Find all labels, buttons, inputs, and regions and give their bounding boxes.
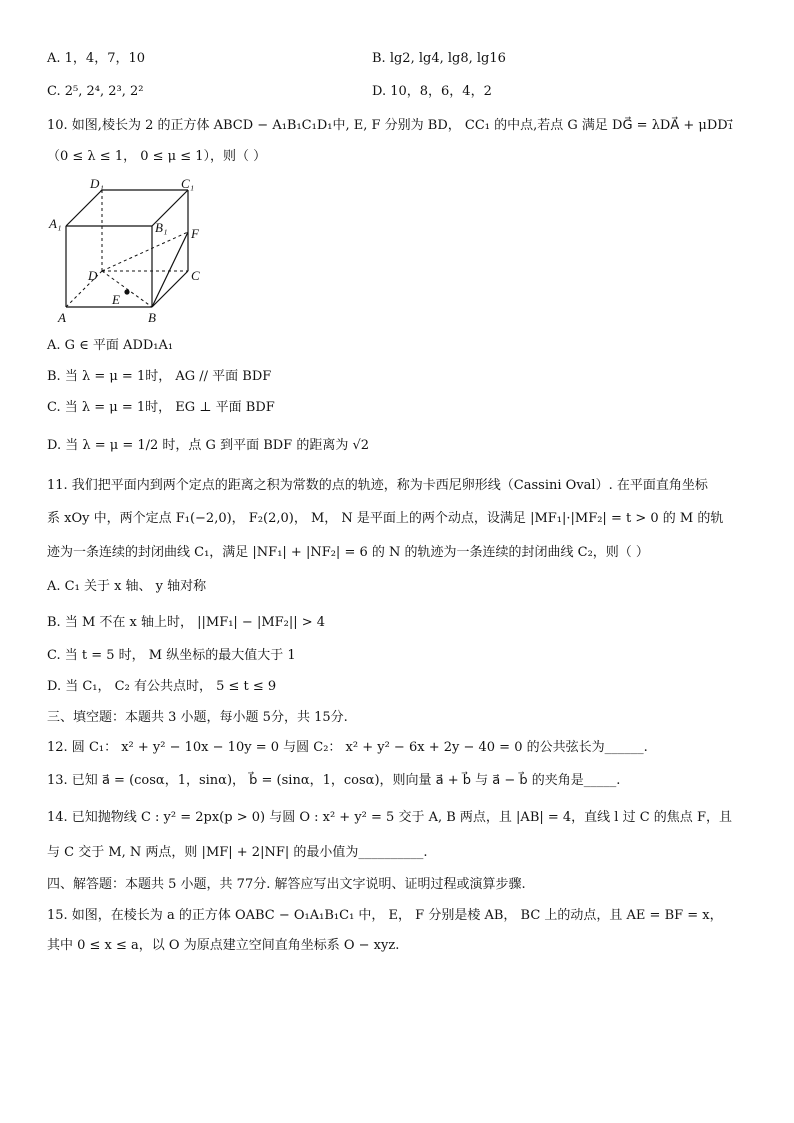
q15-line1: 15. 如图，在棱长为 a 的正方体 OABC − O₁A₁B₁C₁ 中， E， F 分别是棱 AB， BC 上的动点，且 AE = BF = x， bbox=[47, 908, 723, 923]
q10-stem-line1: 10. 如图,棱长为 2 的正方体 ABCD − A₁B₁C₁D₁中, E, F 分别为 BD， CC₁ 的中点,若点 G 满足 DG⃗ = λDA⃗ + μDD₁⃗ bbox=[47, 118, 733, 133]
label-d1: D₁ bbox=[90, 176, 104, 191]
label-e: E bbox=[112, 292, 120, 307]
q10-option-d: D. 当 λ = μ = 1/2 时，点 G 到平面 BDF 的距离为 √2 bbox=[47, 438, 370, 453]
segment-bf bbox=[152, 232, 188, 307]
q14-line1: 14. 已知抛物线 C : y² = 2px(p > 0) 与圆 O : x² + y² = 5 交于 A, B 两点，且 |AB| = 4，直线 l 过 C 的焦点 F，且 bbox=[47, 810, 732, 825]
section-3-heading: 三、填空题：本题共 3 小题，每小题 5分，共 15分. bbox=[47, 710, 348, 725]
segment-df-hidden bbox=[102, 232, 188, 271]
edge-a1d1 bbox=[66, 190, 102, 226]
q10-option-c: C. 当 λ = μ = 1时， EG ⊥ 平面 BDF bbox=[47, 400, 275, 415]
label-a: A bbox=[58, 310, 66, 325]
q11-stem-line1: 11. 我们把平面内到两个定点的距离之积为常数的点的轨迹，称为卡西尼卵形线（Cassini Oval）. 在平面直角坐标 bbox=[47, 478, 708, 493]
q9-option-c: C. 2⁵, 2⁴, 2³, 2² bbox=[47, 84, 144, 99]
segment-db-hidden bbox=[102, 271, 152, 307]
q9-option-a: A. 1，4，7，10 bbox=[47, 51, 146, 66]
label-a1: A₁ bbox=[49, 216, 62, 231]
q13-text: 13. 已知 a⃗ = (cosα，1，sinα)， b⃗ = (sinα，1，cosα)，则向量 a⃗ + b⃗ 与 a⃗ − b⃗ 的夹角是_____. bbox=[47, 773, 621, 788]
q11-stem-line2: 系 xOy 中，两个定点 F₁(−2,0)， F₂(2,0)， M， N 是平面上的两个动点，设满足 |MF₁|·|MF₂| = t > 0 的 M 的轨 bbox=[47, 511, 724, 526]
label-c1: C₁ bbox=[181, 176, 195, 191]
q11-option-a: A. C₁ 关于 x 轴、 y 轴对称 bbox=[47, 579, 207, 594]
section-4-heading: 四、解答题：本题共 5 小题，共 77分. 解答应写出文字说明、证明过程或演算步骤. bbox=[47, 877, 526, 892]
q10-option-a: A. G ∈ 平面 ADD₁A₁ bbox=[47, 338, 174, 353]
q12-text: 12. 圆 C₁： x² + y² − 10x − 10y = 0 与圆 C₂： x² + y² − 6x + 2y − 40 = 0 的公共弦长为______. bbox=[47, 740, 648, 755]
q11-option-d: D. 当 C₁， C₂ 有公共点时， 5 ≤ t ≤ 9 bbox=[47, 679, 277, 694]
label-d: D bbox=[88, 268, 98, 283]
q14-line2: 与 C 交于 M, N 两点，则 |MF| + 2|NF| 的最小值为__________. bbox=[47, 845, 428, 860]
edge-bc bbox=[152, 271, 188, 307]
q9-option-d: D. 10，8，6，4，2 bbox=[372, 84, 492, 99]
label-c: C bbox=[191, 268, 200, 283]
q11-option-c: C. 当 t = 5 时， M 纵坐标的最大值大于 1 bbox=[47, 648, 296, 663]
cube-figure bbox=[44, 176, 214, 326]
q10-stem-line2: （0 ≤ λ ≤ 1， 0 ≤ μ ≤ 1），则（ ） bbox=[47, 149, 267, 164]
q11-stem-line3: 迹为一条连续的封闭曲线 C₁，满足 |NF₁| + |NF₂| = 6 的 N 的轨迹为一条连续的封闭曲线 C₂，则（ ） bbox=[47, 545, 649, 560]
label-f: F bbox=[191, 226, 199, 241]
q15-line2: 其中 0 ≤ x ≤ a，以 O 为原点建立空间直角坐标系 O − xyz. bbox=[47, 938, 400, 953]
label-b1: B₁ bbox=[155, 220, 168, 235]
label-b: B bbox=[148, 310, 156, 325]
q9-option-b: B. lg2, lg4, lg8, lg16 bbox=[372, 51, 506, 66]
q11-option-b: B. 当 M 不在 x 轴上时， ||MF₁| − |MF₂|| > 4 bbox=[47, 615, 326, 630]
q10-option-b: B. 当 λ = μ = 1时， AG // 平面 BDF bbox=[47, 369, 272, 384]
point-e bbox=[124, 289, 129, 294]
